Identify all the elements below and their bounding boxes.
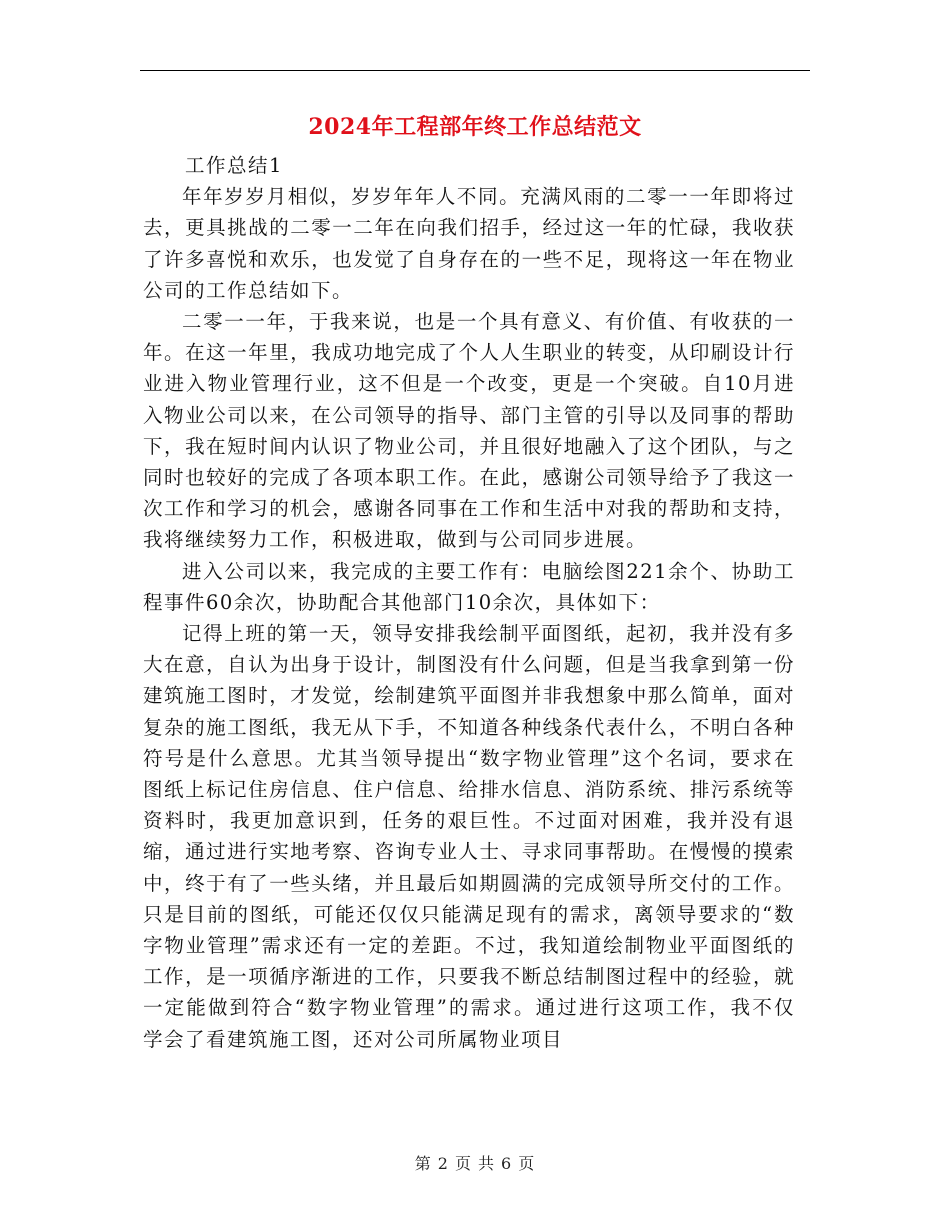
document-title: 2024年工程部年终工作总结范文 xyxy=(308,114,642,140)
footer-total-prefix: 共 xyxy=(478,1154,496,1173)
header-rule xyxy=(140,70,810,71)
section-label: 工作总结1 xyxy=(185,154,283,177)
paragraph-1: 年年岁岁月相似，岁岁年年人不同。充满风雨的二零一一年即将过去，更具挑战的二零一二年在向我们招手，经过这一年的忙碌，我收获了许多喜悦和欢乐，也发觉了自身存在的一些不足，现将这一年在物业公司的工作总结如下。 xyxy=(143,185,795,302)
paragraph-4: 记得上班的第一天，领导安排我绘制平面图纸，起初，我并没有多大在意，自认为出身于设计，制图没有什么问题，但是当我拿到第一份建筑施工图时，才发觉，绘制建筑平面图并非我想象中那么简单，面对复杂的施工图纸，我无从下手，不知道各种线条代表什么，不明白各种符号是什么意思。尤其当领导提出“数字物业管理”这个名词，要求在图纸上标记住房信息、住户信息、给排水信息、消防系统、排污系统等资料时，我更加意识到，任务的艰巨性。不过面对困难，我并没有退缩，通过进行实地考察、咨询专业人士、寻求同事帮助。在慢慢的摸索中，终于有了一些头绪，并且最后如期圆满的完成领导所交付的工作。只是目前的图纸，可能还仅仅只能满足现有的需求，离领导要求的“数字物业管理”需求还有一定的差距。不过，我知道绘制物业平面图纸的工作，是一项循序渐进的工作，只要我不断总结制图过程中的经验，就一定能做到符合“数字物业管理”的需求。通过进行这项工作，我不仅学会了看建筑施工图，还对公司所属物业项目 xyxy=(143,622,795,1051)
footer-current-page: 2 xyxy=(437,1154,449,1173)
paragraph-3: 进入公司以来，我完成的主要工作有：电脑绘图221余个、协助工程事件60余次，协助配合其他部门10余次，具体如下： xyxy=(143,559,795,614)
paragraph-2: 二零一一年，于我来说，也是一个具有意义、有价值、有收获的一年。在这一年里，我成功地完成了个人人生职业的转变，从印刷设计行业进入物业管理行业，这不但是一个改变，更是一个突破。自10月进入物业公司以来，在公司领导的指导、部门主管的引导以及同事的帮助下，我在短时间内认识了物业公司，并且很好地融入了这个团队，与之同时也较好的完成了各项本职工作。在此，感谢公司领导给予了我这一次工作和学习的机会，感谢各同事在工作和生活中对我的帮助和支持，我将继续努力工作，积极进取，做到与公司同步进展。 xyxy=(143,310,795,552)
footer-total-pages: 6 xyxy=(501,1154,513,1173)
footer-prefix: 第 xyxy=(414,1154,432,1173)
document-body xyxy=(143,150,795,1055)
footer-total-suffix: 页 xyxy=(518,1154,536,1173)
footer-page-word: 页 xyxy=(454,1154,472,1173)
page-footer xyxy=(0,1152,950,1176)
